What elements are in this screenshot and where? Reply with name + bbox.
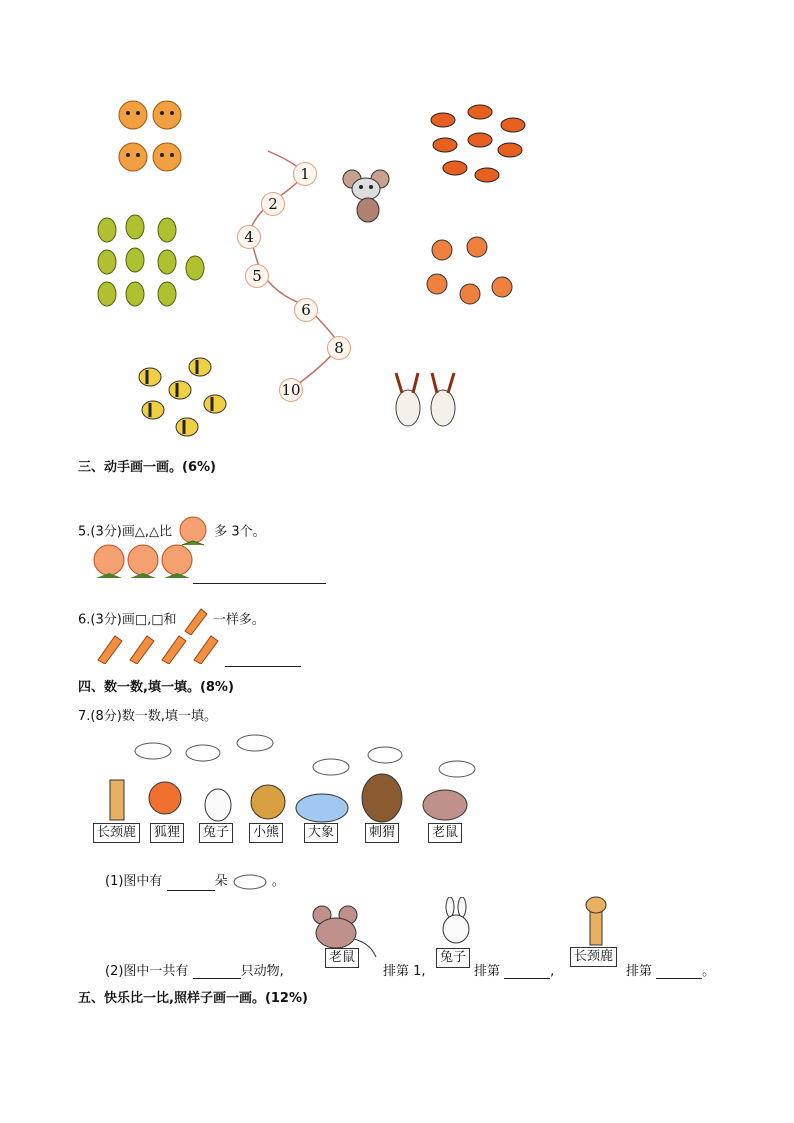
q6-answer-line[interactable] bbox=[225, 652, 301, 667]
q6-line bbox=[78, 605, 265, 635]
pencil-icon bbox=[181, 605, 209, 635]
q5-prefix: 5.(3分)画△,△比 bbox=[78, 524, 172, 540]
q7-mouse-rank: 排第 1, bbox=[383, 964, 426, 979]
animal-label-bear: 小熊 bbox=[249, 823, 283, 843]
dot-number-4: 4 bbox=[237, 225, 261, 249]
dot-number-6: 6 bbox=[294, 298, 318, 322]
section-4-heading: 四、数一数,填一填。(8%) bbox=[78, 680, 234, 695]
q7-giraffe-rank bbox=[626, 960, 715, 979]
q7-rank-word2: 排第 bbox=[626, 964, 653, 979]
q7-rabbit-label: 兔子 bbox=[436, 948, 470, 968]
animal-label-hedgehog: 刺猬 bbox=[365, 823, 399, 843]
section-3-heading: 三、动手画一画。(6%) bbox=[78, 460, 216, 475]
cloud-icon bbox=[232, 873, 268, 891]
animal-label-rabbit: 兔子 bbox=[199, 823, 233, 843]
q6-suffix: 一样多。 bbox=[212, 612, 265, 628]
animal-label-giraffe: 长颈鹿 bbox=[93, 823, 140, 843]
q7-part2 bbox=[105, 960, 284, 979]
q7-part1-blank[interactable] bbox=[167, 876, 215, 891]
rabbits-group-icon bbox=[388, 368, 468, 433]
q7-part1 bbox=[105, 870, 285, 891]
caterpillars-group-icon bbox=[95, 210, 210, 310]
fish-group-icon bbox=[425, 100, 530, 190]
q5-answer-line[interactable] bbox=[193, 569, 326, 584]
giraffe-small-icon bbox=[580, 895, 612, 947]
q7-part2-unit: 只动物, bbox=[240, 964, 284, 979]
peaches-row-icon bbox=[92, 543, 197, 581]
q7-giraffe-rank-blank[interactable] bbox=[656, 964, 702, 979]
animals-row-icon bbox=[100, 770, 485, 825]
dot-number-5: 5 bbox=[245, 264, 269, 288]
animal-label-elephant: 大象 bbox=[304, 823, 338, 843]
q7-rabbit-rank bbox=[474, 960, 554, 979]
bees-group-icon bbox=[135, 352, 230, 442]
q7-part2-total-blank[interactable] bbox=[193, 964, 241, 979]
q7-giraffe-label: 长颈鹿 bbox=[570, 947, 617, 967]
q7-mouse-label: 老鼠 bbox=[325, 948, 359, 968]
q7-rank-word1: 排第 bbox=[474, 964, 501, 979]
q6-prefix: 6.(3分)画□,□和 bbox=[78, 612, 177, 628]
q7-title: 7.(8分)数一数,填一填。 bbox=[78, 709, 217, 724]
pencils-row-icon bbox=[95, 632, 225, 664]
rabbit-small-icon bbox=[438, 897, 474, 947]
dot-number-8: 8 bbox=[327, 336, 351, 360]
q7-part2-prefix: (2)图中一共有 bbox=[105, 964, 189, 979]
q7-rabbit-rank-blank[interactable] bbox=[504, 964, 550, 979]
q7-part1-prefix: (1)图中有 bbox=[105, 874, 163, 889]
tigers-group-icon bbox=[115, 97, 190, 179]
animal-label-fox: 狐狸 bbox=[150, 823, 184, 843]
q7-part1-end: 。 bbox=[271, 874, 285, 889]
shrimps-group-icon bbox=[422, 232, 517, 312]
dot-number-2: 2 bbox=[261, 192, 285, 216]
q7-comma: , bbox=[550, 964, 555, 979]
q5-suffix: 多 3个。 bbox=[214, 524, 266, 540]
dot-number-10: 10 bbox=[279, 378, 303, 402]
section-5-heading: 五、快乐比一比,照样子画一画。(12%) bbox=[78, 991, 308, 1006]
dot-number-1: 1 bbox=[293, 162, 317, 186]
q7-part1-unit: 朵 bbox=[214, 874, 228, 889]
q7-end: 。 bbox=[702, 964, 716, 979]
animal-label-mouse: 老鼠 bbox=[428, 823, 462, 843]
